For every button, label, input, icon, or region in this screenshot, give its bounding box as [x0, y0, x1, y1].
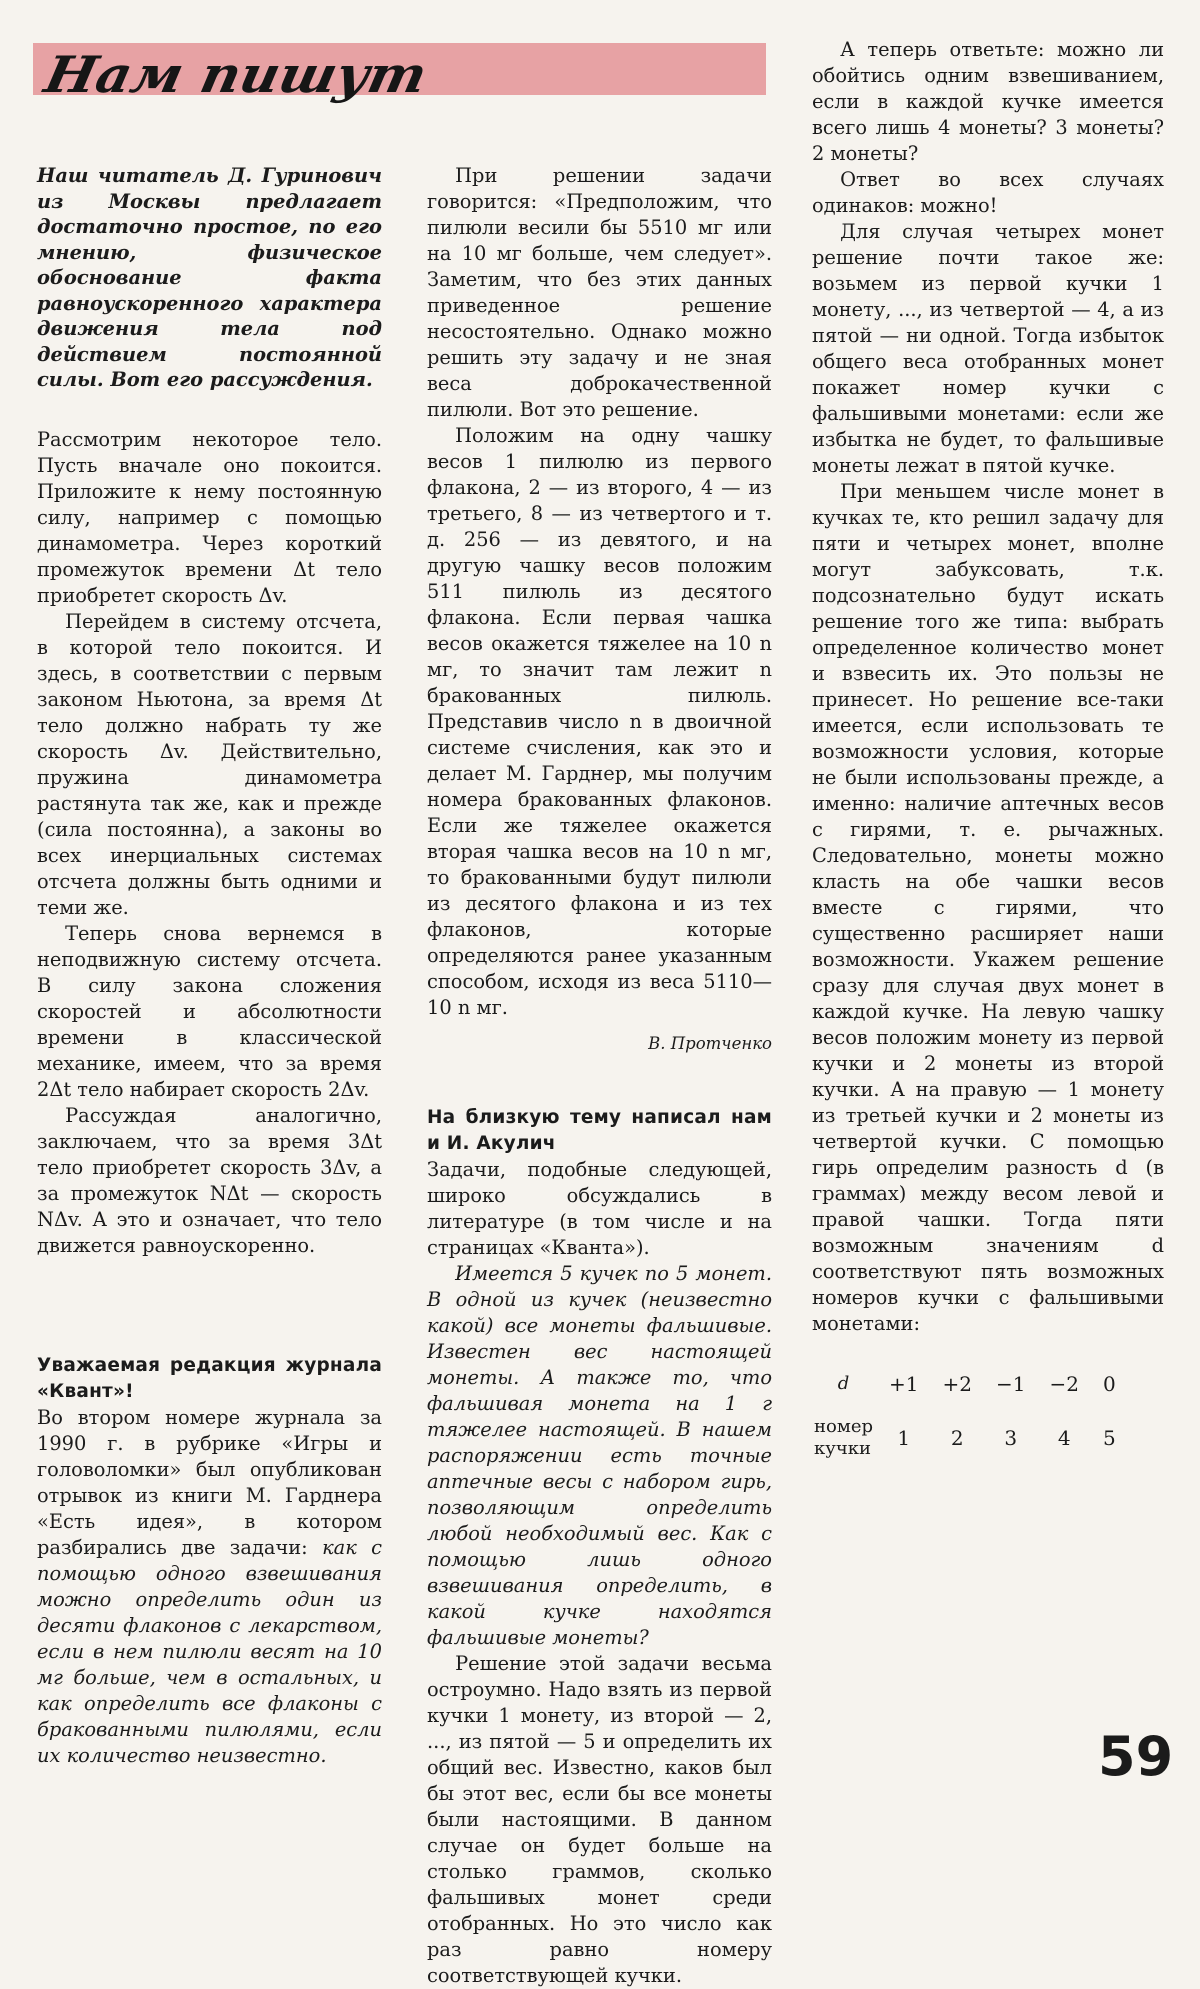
letter-heading: На близкую тему написал нам и И. Акулич — [427, 1107, 772, 1154]
rubric-title: Нам пишут — [39, 45, 406, 104]
table-cell: 0 — [1102, 1372, 1116, 1396]
table-cell: 2 — [950, 1426, 964, 1450]
table-cell: 5 — [1102, 1426, 1116, 1450]
problem-text: Имеется 5 кучек по 5 монет. В одной из кучек (неизвестно какой) все монеты фальшивые. Известен вес настоящей монеты. А также то, что фальшивая монета на 1 г тяжелее настоящей. В нашем распоряжении есть точные аптечные весы с набором гирь, позволяющим определить любой необходимый вес. Как с помощью лишь одного взвешивания определить, в какой кучке находятся фальшивые монеты? — [427, 1262, 772, 1649]
table-label: номер — [814, 1416, 874, 1437]
intro-text: Наш читатель Д. Гуринович из Москвы предлагает достаточно простое, по его мнению, физическое обоснование факта равноускоренного характера движения тела под действием постоянной силы. Вот его рассуждения. — [37, 164, 382, 391]
paragraph: Теперь снова вернемся в неподвижную систему отсчета. В силу закона сложения скоростей и абсолютности времени в классической механике, имеем, что за время 2Δt тело набирает скорость 2Δv. — [37, 921, 382, 1101]
answer-table — [802, 1357, 1128, 1465]
paragraph: Решение этой задачи весьма остроумно. Надо взять из первой кучки 1 монету, из второй — 2, ..., из пятой — 5 и определить их общий вес. Известно, каков был бы этот вес, если бы все монеты были настоящими. В данном случае он будет больше на столько граммов, сколько фальшивых монет среди отобранных. Но это число как раз равно номеру соответствующей кучки. — [427, 1652, 772, 1987]
paragraph: Рассмотрим некоторое тело. Пусть вначале оно покоится. Приложите к нему постоянную силу, например с помощью динамометра. Через короткий промежуток времени Δt тело приобретет скорость Δv. — [37, 427, 382, 607]
table-cell: 4 — [1057, 1426, 1071, 1450]
table-cell: d — [837, 1373, 850, 1394]
table-cell: +1 — [889, 1372, 919, 1396]
paragraph: Рассуждая аналогично, заключаем, что за время 3Δt тело приобретет скорость 3Δv, а за промежуток NΔt — скорость NΔv. А это и означает, что тело движется равноускоренно. — [37, 1103, 382, 1257]
table-cell: −2 — [1049, 1372, 1079, 1396]
letter-heading: Уважаемая редакция журнала «Квант»! — [37, 1354, 382, 1402]
table-label: кучки — [814, 1438, 871, 1459]
paragraph: При меньшем числе монет в кучках те, кто решил задачу для пяти и четырех монет, вполне могут забуксовать, т.к. подсознательно будут искать решение того же типа: выбрать определенное количество монет и взвесить их. Это пользы не принесет. Но решение все-таки имеется, если использовать те возможности условия, которые не были использованы прежде, а именно: наличие аптечных весов с гирями, т. е. рычажных. Следовательно, монеты можно класть на обе чашки весов вместе с гирями, что существенно расширяет наши возможности. Укажем решение сразу для случая двух монет в каждой кучке. На левую чашку весов положим монету из первой кучки и 2 монеты из второй кучки. А на правую — 1 монету из третьей кучки и 2 монеты из четвертой кучки. С помощью гирь определим разность d (в граммах) между весом левой и правой чашки. Тогда пяти возможным значениям d соответствуют пять возможных номеров кучки с фальшивыми монетами: — [812, 480, 1164, 1335]
table-row — [802, 1357, 1128, 1411]
rubric-logo — [39, 18, 450, 128]
table-row — [802, 1411, 1128, 1465]
paragraph: Ответ во всех случаях одинаков: можно! — [812, 168, 1164, 217]
column-middle — [427, 163, 772, 1989]
table-cell: 3 — [1004, 1426, 1018, 1450]
column-right — [812, 37, 1164, 1465]
page-number: 59 — [1098, 1725, 1174, 1788]
column-left — [37, 163, 382, 1769]
table-cell — [802, 1411, 877, 1465]
paragraph-regular: Во втором номере журнала за 1990 г. в рубрике «Игры и головоломки» был опубликован отрывок из книги М. Гарднера «Есть идея», в котором разбирались две задачи: — [37, 1405, 382, 1559]
table-cell: 1 — [897, 1426, 911, 1450]
paragraph — [37, 1405, 382, 1769]
paragraph: Задачи, подобные следующей, широко обсуждались в литературе (в том числе и на страницах «Кванта»). — [427, 1158, 772, 1259]
table-cell: −1 — [995, 1372, 1026, 1396]
paragraph: Перейдем в систему отсчета, в которой тело покоится. И здесь, в соответствии с первым законом Ньютона, за время Δt тело должно набрать ту же скорость Δv. Действительно, пружина динамометра растянута так же, как и прежде (сила постоянна), а законы во всех инерциальных системах отсчета должны быть одними и теми же. — [37, 609, 382, 919]
paragraph: Положим на одну чашку весов 1 пилюлю из первого флакона, 2 — из второго, 4 — из третьего, 8 — из четвертого и т. д. 256 — из девятого, и на другую чашку весов положим 511 пилюль из десятого флакона. Если первая чашка весов окажется тяжелее на 10 n мг, то значит там лежит n бракованных пилюль. Представив число n в двоичной системе счисления, как это и делает М. Гарднер, мы получим номера бракованных флаконов. Если же тяжелее окажется вторая чашка весов на 10 n мг, то бракованными будут пилюли из десятого флакона и из тех флаконов, которые определяются ранее указанным способом, исходя из веса 5110—10 n мг. — [427, 424, 772, 1019]
paragraph: Для случая четырех монет решение почти такое же: возьмем из первой кучки 1 монету, ..., из четвертой — 4, а из пятой — ни одной. Тогда избыток общего веса отобранных монет покажет номер кучки с фальшивыми монетами: если же избытка не будет, то фальшивые монеты лежат в пятой кучке. — [812, 220, 1164, 477]
paragraph-italic: как с помощью одного взвешивания можно определить один из десяти флаконов с лекарством, если в нем пилюли весят на 10 мг больше, чем в остальных, и как определить все флаконы с бракованными пилюлями, если их количество неизвестно. — [37, 1535, 383, 1767]
table-cell: +2 — [942, 1372, 972, 1396]
signature: В. Протченко — [648, 1034, 772, 1053]
paragraph: При решении задачи говорится: «Предположим, что пилюли весили бы 5510 мг или на 10 мг больше, чем следует». Заметим, что без этих данных приведенное решение несостоятельно. Однако можно решить эту задачу и не зная веса доброкачественной пилюли. Вот это решение. — [427, 164, 772, 421]
paragraph: А теперь ответьте: можно ли обойтись одним взвешиванием, если в каждой кучке имеется всего лишь 4 монеты? 3 монеты? 2 монеты? — [812, 38, 1164, 165]
